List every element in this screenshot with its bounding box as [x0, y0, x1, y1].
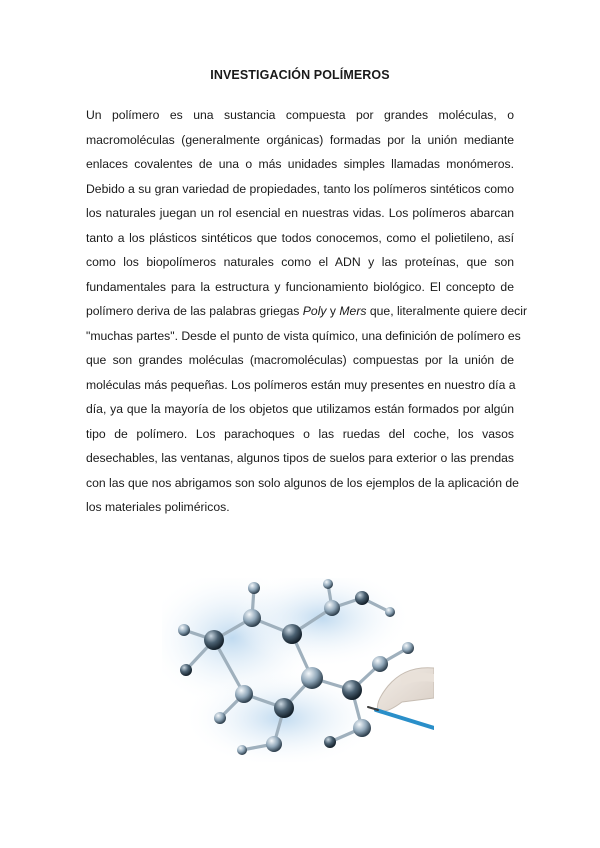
paragraph-line: día, ya que la mayoría de los objetos que utilizamos están formados por algún: [86, 402, 514, 416]
paragraph-line: desechables, las ventanas, algunos tipos de suelos para exterior o las prendas: [86, 451, 514, 465]
etymology-line: [86, 299, 528, 324]
greek-word-poly: Poly: [302, 304, 327, 318]
paragraph-line: fundamentales para la estructura y funcionamiento biológico. El concepto de: [86, 279, 514, 294]
paragraph-line-last: los materiales poliméricos.: [86, 500, 230, 514]
molecule-illustration: [162, 578, 434, 762]
etymology-after: que, literalmente quiere decir: [366, 304, 528, 318]
paragraph-line: tanto a los plásticos sintéticos que todos conocemos, como el polietileno, así: [86, 230, 514, 245]
paragraph-line: Un polímero es una sustancia compuesta por grandes moléculas, o: [86, 108, 514, 122]
paragraph-line: Debido a su gran variedad de propiedades, tanto los polímeros sintéticos como: [86, 181, 514, 196]
etymology-before: polímero deriva de las palabras griegas: [86, 304, 303, 318]
paragraph-line: tipo de polímero. Los parachoques o las ruedas del coche, los vasos: [86, 426, 514, 441]
paragraph-line: moléculas más pequeñas. Los polímeros están muy presentes en nuestro día a: [86, 377, 516, 392]
paragraph-line: como los biopolímeros naturales como el ADN y las proteínas, que son: [86, 255, 514, 269]
paragraph-line: "muchas partes". Desde el punto de vista químico, una definición de polímero es: [86, 328, 521, 343]
etymology-middle: y: [326, 304, 340, 318]
paragraph-line: enlaces covalentes de una o más unidades simples llamadas monómeros.: [86, 157, 514, 171]
molecule-model-icon: [162, 578, 434, 762]
paragraph-line: que son grandes moléculas (macromoléculas) compuestas por la unión de: [86, 353, 514, 367]
paragraph-line: los naturales juegan un rol esencial en nuestras vidas. Los polímeros abarcan: [86, 206, 514, 220]
paragraph-line: con las que nos abrigamos son solo algunos de los ejemplos de la aplicación de: [86, 475, 519, 490]
paragraph-line: macromoléculas (generalmente orgánicas) formadas por la unión mediante: [86, 132, 514, 147]
greek-word-mers: Mers: [339, 304, 367, 318]
page-title: INVESTIGACIÓN POLÍMEROS: [210, 68, 390, 82]
body-paragraph: [86, 103, 528, 520]
